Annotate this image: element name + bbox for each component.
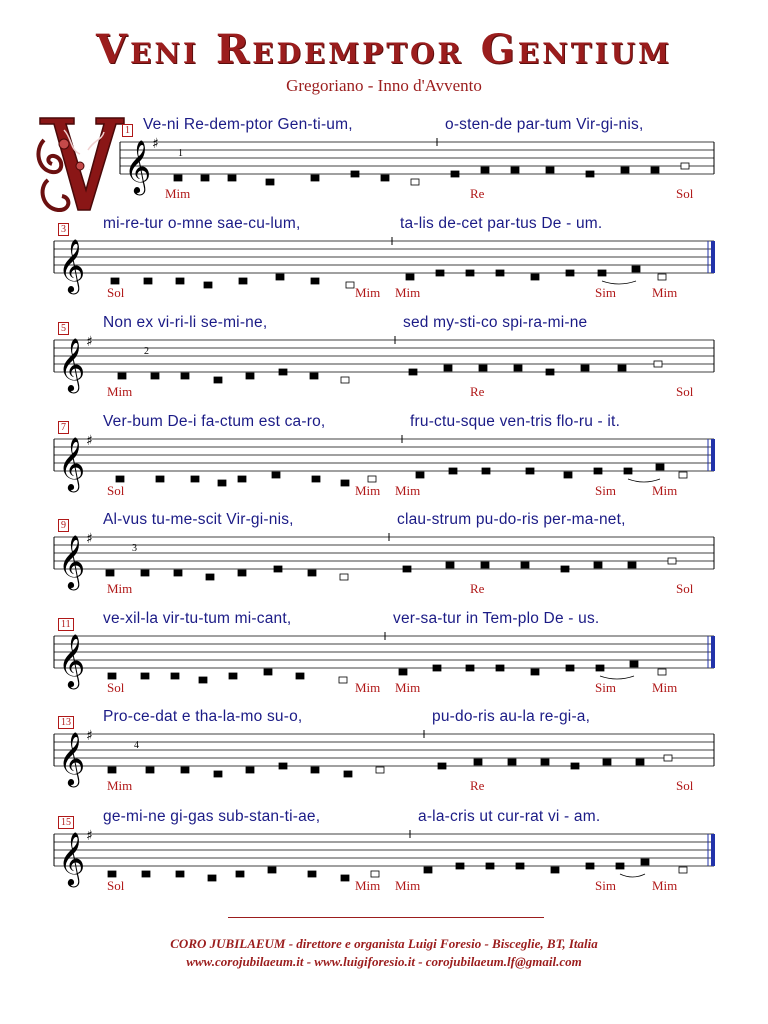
note-head — [371, 871, 379, 877]
treble-clef-icon: 𝄞 — [58, 633, 86, 687]
lyric-line-second-half: a-la-cris ut cur-rat vi - am. — [418, 808, 601, 825]
chord-symbol: Mim — [395, 878, 421, 893]
lyric-line-second-half: ver-sa-tur in Tem-plo De - us. — [393, 610, 600, 627]
treble-clef-icon: 𝄞 — [58, 337, 86, 391]
note-head — [142, 871, 150, 877]
lyric-line-first-half: Al-vus tu-me-scit Vir-gi-nis, — [103, 511, 294, 528]
note-head — [486, 863, 494, 869]
chord-symbol: Mim — [355, 285, 381, 300]
verse-number: 1 — [178, 148, 183, 159]
chord-symbol: Mim — [652, 878, 678, 893]
initial-letter: V — [89, 170, 90, 171]
chord-symbol: Mim — [107, 384, 133, 399]
note-head — [108, 871, 116, 877]
note-head — [616, 863, 624, 869]
chord-symbol: Sol — [107, 285, 125, 300]
key-sharp-icon: ♯ — [86, 728, 93, 744]
chord-symbol: Sol — [107, 483, 125, 498]
key-sharp-icon: ♯ — [86, 531, 93, 547]
chord-symbol: Mim — [652, 483, 678, 498]
chord-symbol: Sim — [595, 285, 616, 300]
treble-clef-icon: 𝄞 — [58, 731, 86, 785]
note-head — [208, 875, 216, 881]
treble-clef-icon: 𝄞 — [58, 238, 86, 292]
note-head — [341, 875, 349, 881]
chord-symbol: Mim — [395, 680, 421, 695]
measure-number: 15 — [58, 816, 74, 829]
chord-symbol: Mim — [355, 483, 381, 498]
note-head — [268, 867, 276, 873]
chord-symbol: Mim — [107, 581, 133, 596]
note-head — [551, 867, 559, 873]
treble-clef-icon: 𝄞 — [124, 139, 152, 193]
chord-symbol: Sol — [676, 186, 694, 201]
lyric-line-first-half: Pro-ce-dat e tha-la-mo su-o, — [103, 708, 303, 725]
chord-symbol: Mim — [395, 483, 421, 498]
chord-symbol: Sol — [676, 581, 694, 596]
note-head — [456, 863, 464, 869]
key-sharp-icon: ♯ — [86, 433, 93, 449]
lyric-line-first-half: mi-re-tur o-mne sae-cu-lum, — [103, 215, 301, 232]
lyric-line-first-half: Ve-ni Re-dem-ptor Gen-ti-um, — [143, 116, 353, 133]
footer-rule — [228, 917, 544, 918]
measure-number: 11 — [58, 618, 74, 631]
measure-number: 9 — [58, 519, 69, 532]
chord-symbol: Mim — [395, 285, 421, 300]
chord-symbol: Mim — [355, 878, 381, 893]
chord-symbol: Re — [470, 384, 485, 399]
lyric-line-second-half: ta-lis de-cet par-tus De - um. — [400, 215, 603, 232]
note-head — [516, 863, 524, 869]
footer-links: www.corojubilaeum.it - www.luigiforesio.it - corojubilaeum.lf@gmail.com — [186, 954, 582, 969]
treble-clef-icon: 𝄞 — [58, 436, 86, 490]
lyric-line-second-half: fru-ctu-sque ven-tris flo-ru - it. — [410, 413, 621, 430]
chord-symbol: Mim — [652, 680, 678, 695]
chord-symbol: Sol — [107, 878, 125, 893]
chord-symbol: Sim — [595, 680, 616, 695]
lyric-line-first-half: Ver-bum De-i fa-ctum est ca-ro, — [103, 413, 326, 430]
treble-clef-icon: 𝄞 — [58, 534, 86, 588]
note-head — [641, 859, 649, 865]
note-head — [586, 863, 594, 869]
verse-number: 4 — [134, 740, 139, 751]
chord-symbol: Re — [470, 186, 485, 201]
key-sharp-icon: ♯ — [86, 334, 93, 350]
treble-clef-icon: 𝄞 — [58, 831, 86, 885]
chord-symbol: Mim — [355, 680, 381, 695]
page-subtitle: Gregoriano - Inno d'Avvento — [286, 76, 482, 95]
footer-credits: CORO JUBILAEUM - direttore e organista Luigi Foresio - Bisceglie, BT, Italia — [170, 936, 598, 951]
lyric-line-second-half: sed my-sti-co spi-ra-mi-ne — [403, 314, 588, 331]
measure-number: 13 — [58, 716, 74, 729]
measure-number: 1 — [122, 124, 133, 137]
lyric-line-first-half: Non ex vi-ri-li se-mi-ne, — [103, 314, 268, 331]
verse-number: 2 — [144, 346, 149, 357]
chord-symbol: Sol — [107, 680, 125, 695]
lyric-line-second-half: clau-strum pu-do-ris per-ma-net, — [397, 511, 626, 528]
lyric-line-second-half: pu-do-ris au-la re-gi-a, — [432, 708, 591, 725]
slur — [620, 874, 645, 877]
note-head — [236, 871, 244, 877]
note-head — [424, 867, 432, 873]
key-sharp-icon: ♯ — [86, 828, 93, 844]
chord-symbol: Sim — [595, 483, 616, 498]
note-head — [308, 871, 316, 877]
chord-symbol: Re — [470, 778, 485, 793]
measure-number: 7 — [58, 421, 69, 434]
note-head — [679, 867, 687, 873]
key-sharp-icon: ♯ — [152, 136, 159, 152]
chord-symbol: Sol — [676, 778, 694, 793]
lyric-line-first-half: ge-mi-ne gi-gas sub-stan-ti-ae, — [103, 808, 321, 825]
page-title: Veni Redemptor Gentium — [95, 26, 673, 73]
chord-symbol: Sim — [595, 878, 616, 893]
chord-symbol: Mim — [165, 186, 191, 201]
chord-symbol: Sol — [676, 384, 694, 399]
lyric-line-first-half: ve-xil-la vir-tu-tum mi-cant, — [103, 610, 292, 627]
note-head — [176, 871, 184, 877]
chord-symbol: Re — [470, 581, 485, 596]
lyric-line-second-half: o-sten-de par-tum Vir-gi-nis, — [445, 116, 644, 133]
measure-number: 5 — [58, 322, 69, 335]
chord-symbol: Mim — [107, 778, 133, 793]
chord-symbol: Mim — [652, 285, 678, 300]
measure-number: 3 — [58, 223, 69, 236]
final-barline-thick — [711, 834, 715, 866]
verse-number: 3 — [132, 543, 137, 554]
